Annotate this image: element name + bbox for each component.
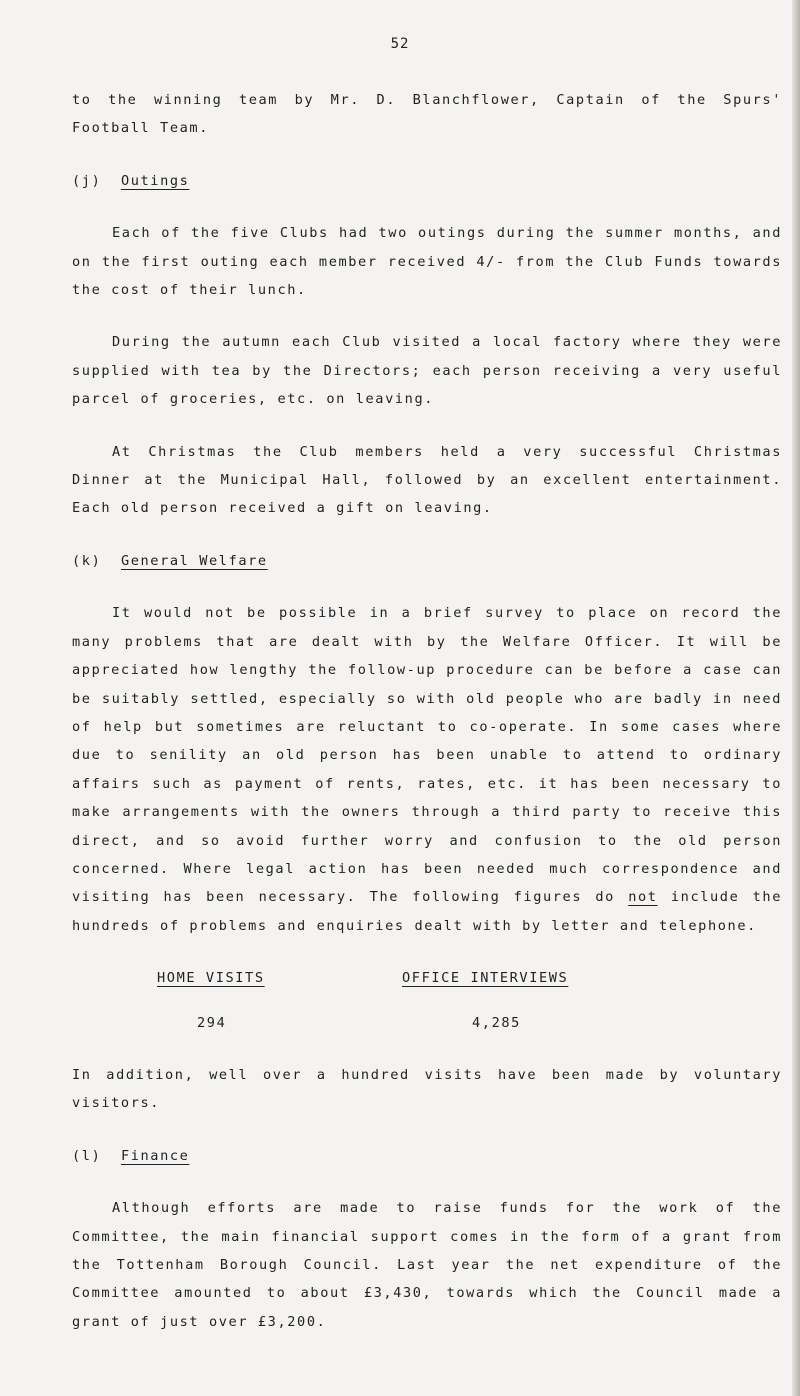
- outings-paragraph-2: During the autumn each Club visited a local factory where they were supplied with tea by the Directors; each person receiving a very useful parcel of groceries, etc. on leaving.: [72, 334, 782, 408]
- section-title: Finance: [120, 1147, 190, 1164]
- section-marker: (j): [72, 172, 102, 189]
- intro-paragraph: to the winning team by Mr. D. Blanchflower, Captain of the Spurs' Football Team.: [72, 92, 782, 137]
- section-title: General Welfare: [120, 552, 268, 569]
- finance-paragraph-1: Although efforts are made to raise funds for the work of the Committee, the main financial support comes in the form of a grant from the Tottenham Borough Council. Last year the net expenditure of the Committee amounted to about £3,430, towards which the Council made a grant of just over £3,200.: [72, 1200, 782, 1330]
- page-number: 52: [390, 36, 410, 52]
- figures-table: [157, 964, 782, 1037]
- document-body: [72, 86, 782, 1336]
- section-heading-finance: [72, 1142, 782, 1170]
- welfare-text-before: It would not be possible in a brief survey to place on record the many problems that are dealt with by the Welfare Officer. It will be appreciated how lengthy the follow-up procedure can be before a case can be suitably settled, especially so with old people who are badly in need of help but sometimes are reluctant to co-operate. In some cases where due to senility an old person has been unable to attend to ordinary affairs such as payment of rents, rates, etc. it has been necessary to make arrangements with the owners through a third party to receive this direct, and so avoid further worry and confusion to the old person concerned. Where legal action has been needed much correspondence and visiting has been necessary. The following figures do: [72, 605, 782, 906]
- home-visits-value: 294: [197, 1014, 227, 1031]
- welfare-paragraph-1: [72, 599, 782, 940]
- welfare-paragraph-2: In addition, well over a hundred visits have been made by voluntary visitors.: [72, 1066, 782, 1112]
- emphasis-not: not: [628, 889, 658, 906]
- section-marker: (l): [72, 1147, 102, 1164]
- section-heading-outings: [72, 167, 782, 195]
- outings-paragraph-1: Each of the five Clubs had two outings during the summer months, and on the first outing each member received 4/- from the Club Funds towards the cost of their lunch.: [72, 225, 782, 299]
- outings-paragraph-3: At Christmas the Club members held a very successful Christmas Dinner at the Municipal Hall, followed by an excellent entertainment. Each old person received a gift on leaving.: [72, 443, 782, 517]
- office-interviews-value: 4,285: [472, 1014, 521, 1031]
- section-heading-welfare: [72, 547, 782, 575]
- section-title: Outings: [120, 172, 190, 189]
- section-marker: (k): [72, 552, 102, 569]
- home-visits-label: HOME VISITS: [157, 970, 265, 987]
- office-interviews-column: [402, 964, 647, 1037]
- page-edge: [792, 0, 800, 1396]
- welfare-text-after: include the hundreds of problems and enquiries dealt with by letter and telephone.: [72, 889, 782, 934]
- home-visits-column: [157, 964, 402, 1037]
- office-interviews-label: OFFICE INTERVIEWS: [402, 970, 569, 987]
